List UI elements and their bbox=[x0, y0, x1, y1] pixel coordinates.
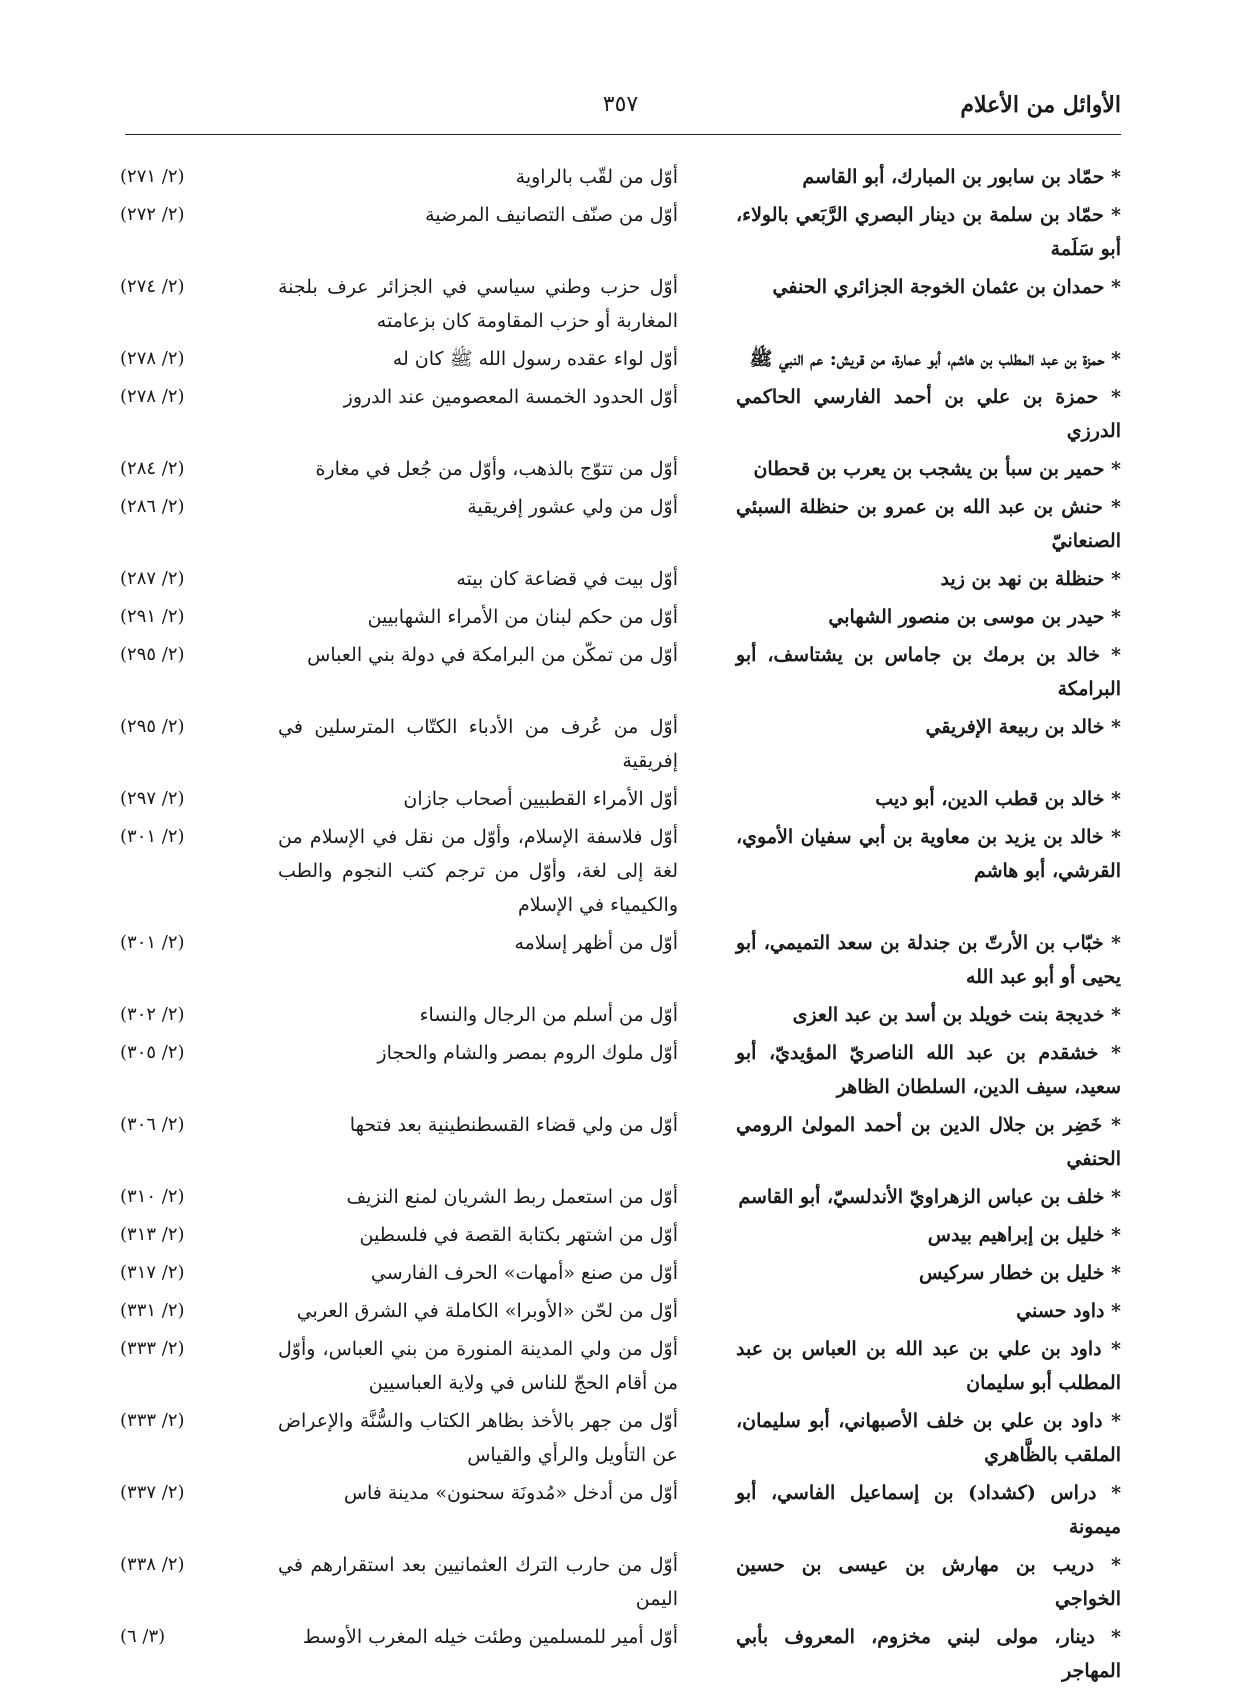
entry-reference: (٢/ ٢٧١) bbox=[120, 166, 185, 187]
entry-row bbox=[120, 1404, 1121, 1472]
entry-first-description: أوّل من اشتهر بكتابة القصة في فلسطين bbox=[359, 1224, 678, 1246]
entry-name: * حمّاد بن سلمة بن دينار البصري الرَّبَعي بالولاء، أبو سَلَمة bbox=[736, 204, 1121, 260]
entry-first-description: أوّل من تمكّن من البرامكة في دولة بني العباس bbox=[307, 644, 678, 666]
entry-first-description: أوّل من استعمل ربط الشريان لمنع النزيف bbox=[346, 1186, 678, 1208]
entry-first-description: أوّل الأمراء القطبيين أصحاب جازان bbox=[403, 788, 678, 810]
entry-first-description: أوّل من أدخل «مُدونَة سحنون» مدينة فاس bbox=[343, 1482, 678, 1504]
entry-name: * خالد بن قطب الدين، أبو ديب bbox=[875, 788, 1121, 810]
entry-row bbox=[120, 270, 1121, 338]
entry-row bbox=[120, 1108, 1121, 1176]
entry-row bbox=[120, 926, 1121, 994]
entry-row bbox=[120, 998, 1121, 1032]
page-number: ٣٥٧ bbox=[602, 92, 639, 117]
entry-name: * خالد بن يزيد بن معاوية بن أبي سفيان الأموي، القرشي، أبو هاشم bbox=[736, 826, 1121, 882]
entry-row bbox=[120, 1218, 1121, 1252]
page-header bbox=[120, 92, 1121, 132]
entry-row bbox=[120, 1332, 1121, 1400]
entry-row bbox=[120, 380, 1121, 448]
entry-reference: (٢/ ٣٣٣) bbox=[120, 1338, 185, 1359]
entry-row bbox=[120, 1620, 1121, 1688]
entry-row bbox=[120, 1476, 1121, 1544]
entry-name: * حيدر بن موسى بن منصور الشهابي bbox=[828, 606, 1121, 628]
entry-row bbox=[120, 198, 1121, 266]
entry-first-description: أوّل من تتوّج بالذهب، وأوّل من جُعل في مغارة bbox=[315, 458, 678, 480]
entry-row bbox=[120, 452, 1121, 486]
entry-reference: (٢/ ٣١٠) bbox=[120, 1186, 185, 1207]
entry-row bbox=[120, 710, 1121, 778]
entry-reference: (٣/ ٦) bbox=[120, 1626, 166, 1647]
entry-name: * خَضِر بن جلال الدين بن أحمد المولىٰ الرومي الحنفي bbox=[736, 1114, 1121, 1170]
entry-reference: (٢/ ٣٠١) bbox=[120, 826, 185, 847]
entry-row bbox=[120, 782, 1121, 816]
entry-name: * خلف بن عباس الزهراويّ الأندلسيّ، أبو القاسم bbox=[738, 1186, 1121, 1208]
entry-reference: (٢/ ٣٣٣) bbox=[120, 1410, 185, 1431]
entry-row bbox=[120, 1036, 1121, 1104]
entry-row bbox=[120, 490, 1121, 558]
entry-name: * حمدان بن عثمان الخوجة الجزائري الحنفي bbox=[772, 276, 1121, 298]
entry-reference: (٢/ ٢٧٨) bbox=[120, 348, 185, 369]
entry-first-description: أوّل من ولي عشور إفريقية bbox=[467, 496, 678, 518]
entry-name: * خليل بن إبراهيم بيدس bbox=[927, 1224, 1121, 1246]
entry-first-description: أوّل فلاسفة الإسلام، وأوّل من نقل في الإسلام من لغة إلى لغة، وأوّل من ترجم كتب النجوم والطب والكيمياء في الإسلام bbox=[278, 826, 678, 916]
entry-reference: (٢/ ٢٩١) bbox=[120, 606, 185, 627]
entry-reference: (٢/ ٢٧٤) bbox=[120, 276, 185, 297]
entry-reference: (٢/ ٢٩٧) bbox=[120, 788, 185, 809]
entry-reference: (٢/ ٢٨٧) bbox=[120, 568, 185, 589]
entry-reference: (٢/ ٢٩٥) bbox=[120, 644, 185, 665]
entry-reference: (٢/ ٣١٣) bbox=[120, 1224, 185, 1245]
entry-first-description: أوّل من لحّن «الأوبرا» الكاملة في الشرق العربي bbox=[296, 1300, 678, 1322]
entry-first-description: أوّل حزب وطني سياسي في الجزائر عرف بلجنة المغاربة أو حزب المقاومة كان بزعامته bbox=[278, 276, 678, 332]
entry-reference: (٢/ ٣٣٧) bbox=[120, 1482, 185, 1503]
entry-first-description: أوّل الحدود الخمسة المعصومين عند الدروز bbox=[343, 386, 678, 408]
entry-reference: (٢/ ٢٧٢) bbox=[120, 204, 185, 225]
entry-name: * دريب بن مهارش بن عيسى بن حسين الخواجي bbox=[736, 1554, 1121, 1610]
entry-first-description: أوّل من جهر بالأخذ بظاهر الكتاب والسُّنَّة والإعراض عن التأويل والرأي والقياس bbox=[278, 1410, 678, 1466]
entry-first-description: أوّل من صنّف التصانيف المرضية bbox=[425, 204, 678, 226]
entry-reference: (٢/ ٢٧٨) bbox=[120, 386, 185, 407]
entry-row bbox=[120, 160, 1121, 194]
entry-name: * حنظلة بن نهد بن زيد bbox=[940, 568, 1121, 590]
entry-first-description: أوّل أمير للمسلمين وطئت خيله المغرب الأوسط bbox=[302, 1626, 678, 1648]
entry-first-description: أوّل من أسلم من الرجال والنساء bbox=[419, 1004, 678, 1026]
entry-row bbox=[120, 1294, 1121, 1328]
entry-row bbox=[120, 600, 1121, 634]
entry-first-description: أوّل بيت في قضاعة كان بيته bbox=[456, 568, 678, 590]
entry-name: * دينار، مولى لبني مخزوم، المعروف بأبي المهاجر bbox=[736, 1626, 1121, 1682]
entry-reference: (٢/ ٣١٧) bbox=[120, 1262, 185, 1283]
entry-name: * حمّاد بن سابور بن المبارك، أبو القاسم bbox=[802, 166, 1121, 188]
entry-row bbox=[120, 1548, 1121, 1616]
entry-row bbox=[120, 1180, 1121, 1214]
entry-name: * حمزة بن علي بن أحمد الفارسي الحاكمي الدرزي bbox=[736, 386, 1121, 442]
entry-reference: (٢/ ٣٣٨) bbox=[120, 1554, 185, 1575]
entry-name: * حمزة بن عبد المطلب بن هاشم، أبو عمارة، من قريش: عم النبي ﷺ bbox=[749, 348, 1121, 370]
entry-first-description: أوّل من عُرف من الأدباء الكتّاب المترسلين في إفريقية bbox=[278, 716, 678, 772]
entry-reference: (٢/ ٣٠٥) bbox=[120, 1042, 185, 1063]
entry-reference: (٢/ ٣٣١) bbox=[120, 1300, 185, 1321]
entry-first-description: أوّل من ولي المدينة المنورة من بني العباس، وأوّل من أقام الحجّ للناس في ولاية العباسيين bbox=[278, 1338, 678, 1394]
entry-name: * حنش بن عبد الله بن عمرو بن حنظلة السبئي الصنعانيّ bbox=[736, 496, 1121, 552]
entry-name: * داود حسني bbox=[1016, 1300, 1121, 1322]
entry-reference: (٢/ ٢٩٥) bbox=[120, 716, 185, 737]
entry-reference: (٢/ ٢٨٤) bbox=[120, 458, 185, 479]
entry-reference: (٢/ ٢٨٦) bbox=[120, 496, 185, 517]
entry-first-description: أوّل من ولي قضاء القسطنطينية بعد فتحها bbox=[349, 1114, 678, 1136]
entry-name: * خالد بن ربيعة الإفريقي bbox=[925, 716, 1121, 738]
entry-row bbox=[120, 820, 1121, 922]
entry-name: * داود بن علي بن خلف الأصبهاني، أبو سليمان، الملقب بالظَّاهري bbox=[736, 1410, 1121, 1466]
entry-first-description: أوّل من حكم لبنان من الأمراء الشهابيين bbox=[367, 606, 678, 628]
entry-reference: (٢/ ٣٠٦) bbox=[120, 1114, 185, 1135]
header-rule bbox=[125, 134, 1121, 135]
entry-name: * حمير بن سبأ بن يشجب بن يعرب بن قحطان bbox=[753, 458, 1121, 480]
entry-first-description: أوّل من أظهر إسلامه bbox=[514, 932, 678, 954]
entry-name: * خشقدم بن عبد الله الناصريّ المؤيديّ، أبو سعيد، سيف الدين، السلطان الظاهر bbox=[736, 1042, 1121, 1098]
entry-reference: (٢/ ٣٠١) bbox=[120, 932, 185, 953]
entries-list bbox=[120, 160, 1121, 1692]
entry-first-description: أوّل من صنع «أمهات» الحرف الفارسي bbox=[370, 1262, 678, 1284]
entry-first-description: أوّل من حارب الترك العثمانيين بعد استقرارهم في اليمن bbox=[278, 1554, 678, 1610]
running-title: الأوائل من الأعلام bbox=[960, 92, 1121, 118]
entry-row bbox=[120, 342, 1121, 376]
entry-name: * داود بن علي بن عبد الله بن العباس بن عبد المطلب أبو سليمان bbox=[736, 1338, 1121, 1394]
entry-row bbox=[120, 562, 1121, 596]
entry-name: * خديجة بنت خويلد بن أسد بن عبد العزى bbox=[792, 1004, 1121, 1026]
entry-first-description: أوّل ملوك الروم بمصر والشام والحجاز bbox=[377, 1042, 678, 1064]
entry-first-description: أوّل لواء عقده رسول الله ﷺ كان له bbox=[392, 348, 678, 370]
entry-spacer bbox=[120, 1688, 1121, 1692]
entry-row bbox=[120, 638, 1121, 706]
entry-row bbox=[120, 1256, 1121, 1290]
entry-reference: (٢/ ٣٠٢) bbox=[120, 1004, 185, 1025]
entry-name: * دراس (كشداد) بن إسماعيل الفاسي، أبو ميمونة bbox=[736, 1482, 1121, 1538]
entry-first-description: أوّل من لقّب بالراوية bbox=[515, 166, 678, 188]
entry-name: * خليل بن خطار سركيس bbox=[918, 1262, 1121, 1284]
entry-name: * خالد بن برمك بن جاماس بن يشتاسف، أبو البرامكة bbox=[736, 644, 1121, 700]
entry-name: * خبّاب بن الأرتّ بن جندلة بن سعد التميمي، أبو يحيى أو أبو عبد الله bbox=[736, 932, 1121, 988]
